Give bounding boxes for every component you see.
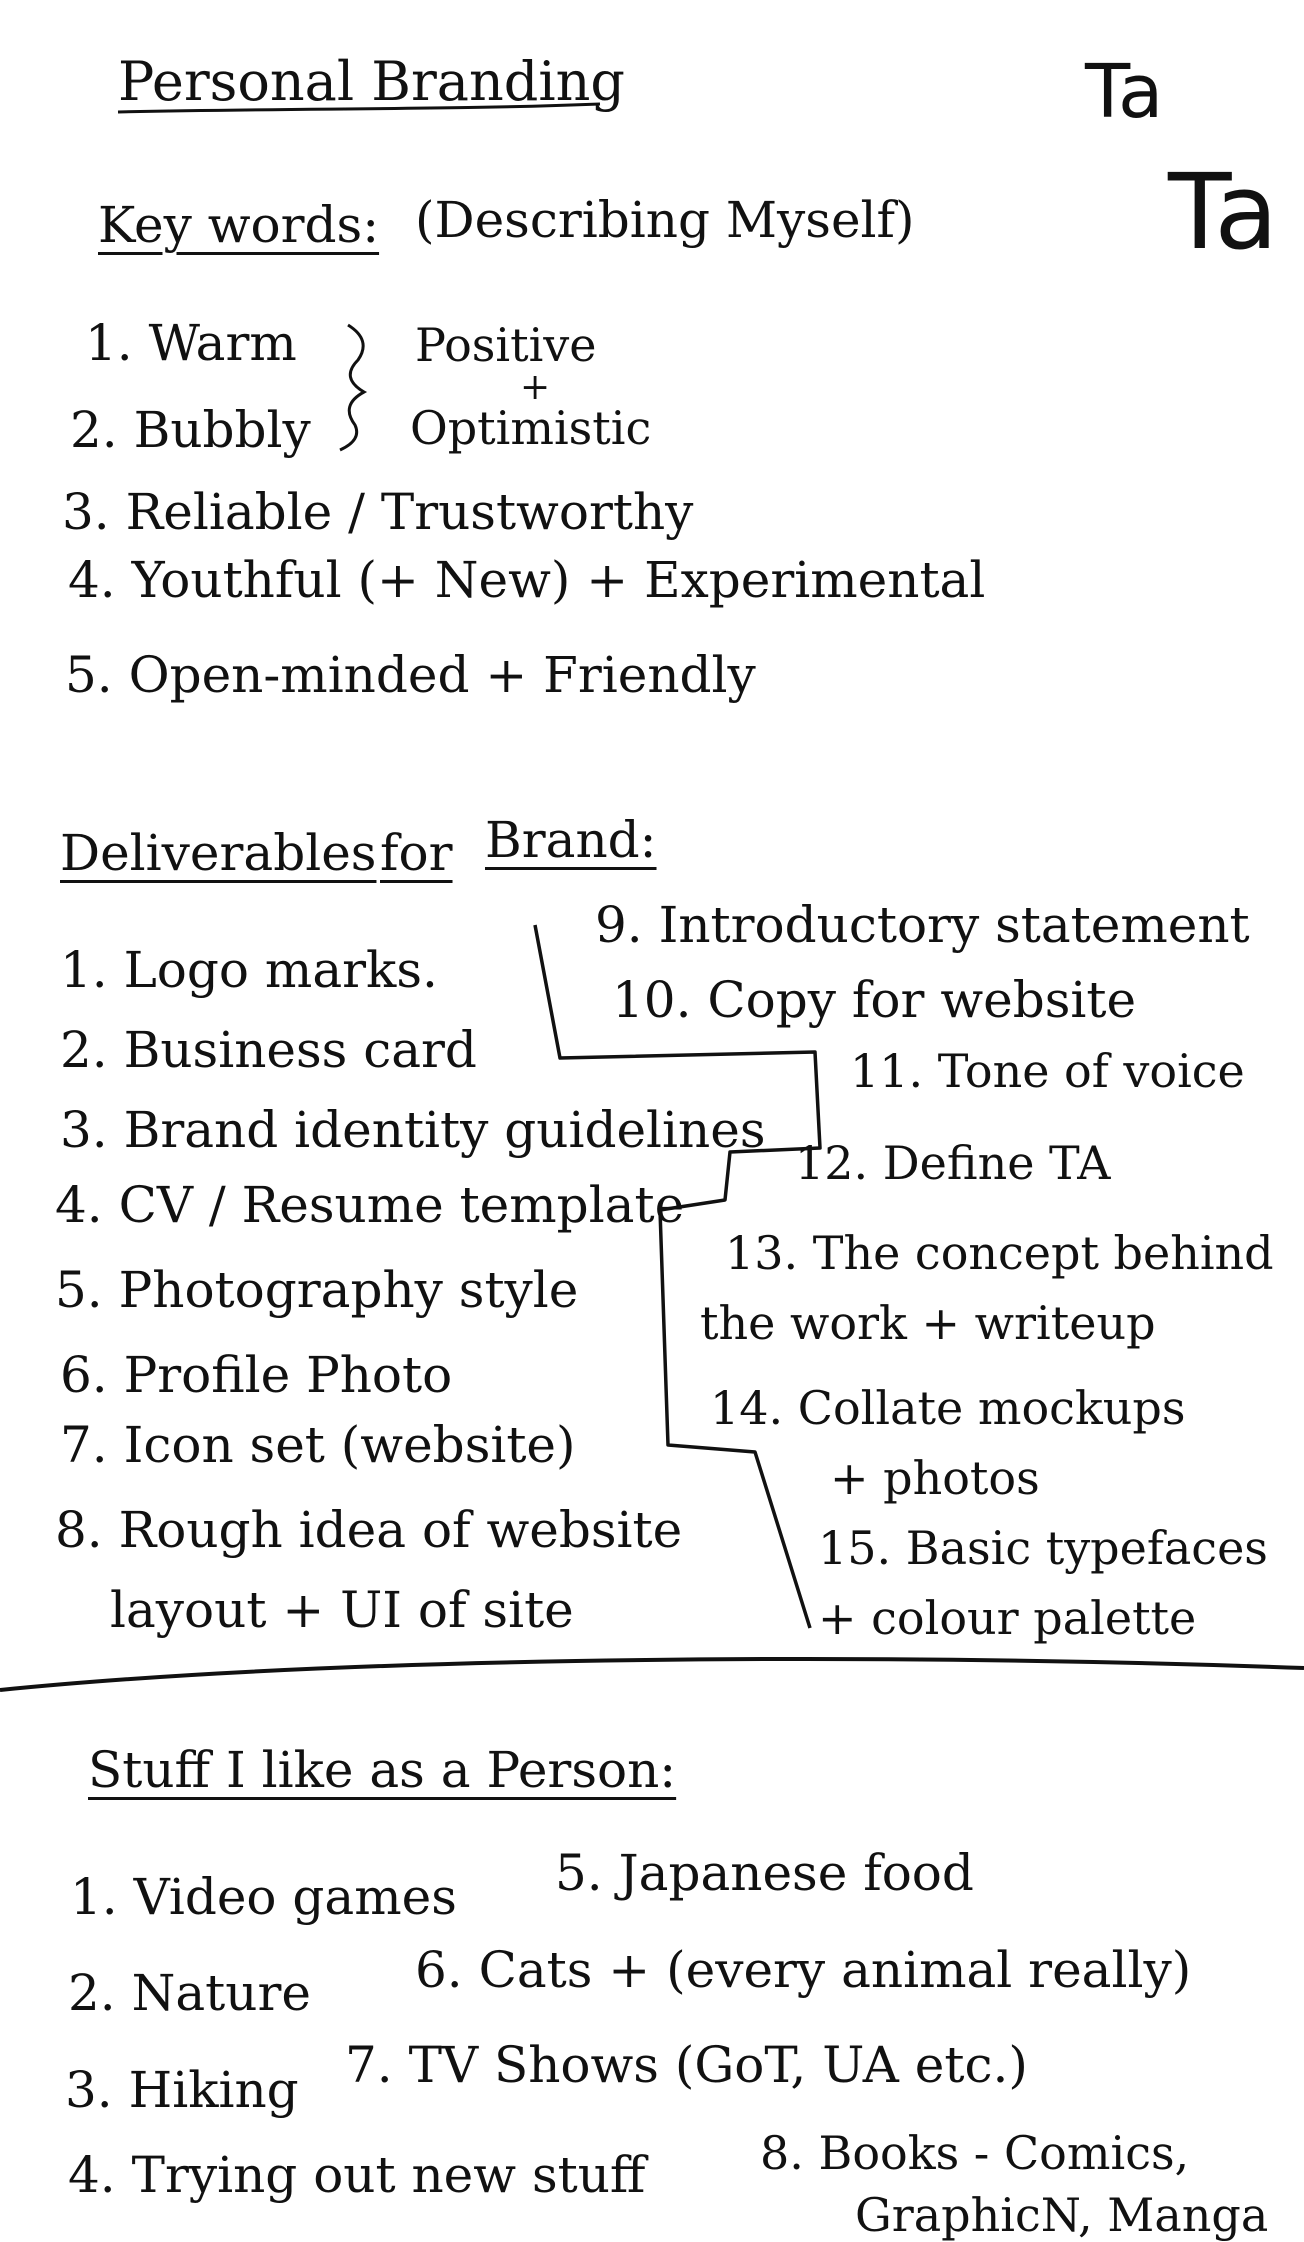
like-item: 4. Trying out new stuff	[68, 2146, 646, 2204]
deliverable-item-continued: + photos	[830, 1451, 1040, 1505]
deliverable-item: 1. Logo marks.	[60, 941, 438, 999]
corner-mark-1: Ta	[1085, 49, 1164, 135]
deliverable-item: 6. Profile Photo	[60, 1346, 453, 1404]
brace-note-top: Positive	[415, 318, 597, 372]
like-item: 8. Books - Comics,	[760, 2126, 1190, 2180]
deliverable-item: 7. Icon set (website)	[60, 1416, 576, 1474]
deliverables-heading-a: Deliverables	[60, 824, 377, 882]
deliverable-item: 3. Brand identity guidelines	[60, 1101, 766, 1159]
deliverable-item-continued: the work + writeup	[700, 1296, 1156, 1350]
deliverables-heading-c: Brand:	[485, 811, 657, 869]
deliverable-item: 14. Collate mockups	[710, 1381, 1186, 1435]
like-item: 6. Cats + (every animal really)	[415, 1941, 1192, 1999]
deliverable-item: 2. Business card	[60, 1021, 477, 1079]
like-item: 7. TV Shows (GoT, UA etc.)	[345, 2036, 1028, 2094]
like-item: 2. Nature	[68, 1964, 311, 2022]
like-item: 5. Japanese food	[555, 1844, 974, 1902]
deliverable-item: 15. Basic typefaces	[818, 1521, 1268, 1575]
deliverables-heading-b: for	[380, 824, 453, 882]
deliverable-item: 4. CV / Resume template	[55, 1176, 685, 1234]
deliverable-item-continued: + colour palette	[818, 1591, 1197, 1645]
deliverable-item: 12. Define TA	[795, 1136, 1111, 1190]
deliverable-item: 10. Copy for website	[612, 971, 1137, 1029]
page-title: Personal Branding	[118, 50, 625, 113]
like-item-continued: GraphicN, Manga	[855, 2188, 1269, 2242]
like-item: 1. Video games	[70, 1868, 457, 1926]
keyword-item: 2. Bubbly	[70, 401, 311, 459]
deliverable-item-continued: layout + UI of site	[110, 1581, 574, 1639]
keyword-item: 4. Youthful (+ New) + Experimental	[68, 551, 986, 609]
keyword-item: 1. Warm	[85, 314, 297, 372]
deliverable-item: 5. Photography style	[55, 1261, 579, 1319]
keywords-subheading: (Describing Myself)	[415, 191, 915, 249]
like-item: 3. Hiking	[65, 2061, 299, 2119]
brace-note-plus: +	[520, 367, 551, 408]
keyword-item: 3. Reliable / Trustworthy	[62, 483, 694, 541]
deliverable-item: 13. The concept behind	[725, 1226, 1274, 1280]
brace-note-bottom: Optimistic	[410, 401, 652, 455]
likes-heading: Stuff I like as a Person:	[88, 1741, 677, 1799]
deliverable-item: 8. Rough idea of website	[55, 1501, 683, 1559]
corner-mark-2: Ta	[1168, 151, 1279, 273]
keyword-item: 5. Open-minded + Friendly	[65, 646, 756, 704]
deliverable-item: 9. Introductory statement	[595, 896, 1250, 954]
deliverable-item: 11. Tone of voice	[850, 1044, 1245, 1098]
keywords-heading: Key words:	[98, 196, 380, 254]
